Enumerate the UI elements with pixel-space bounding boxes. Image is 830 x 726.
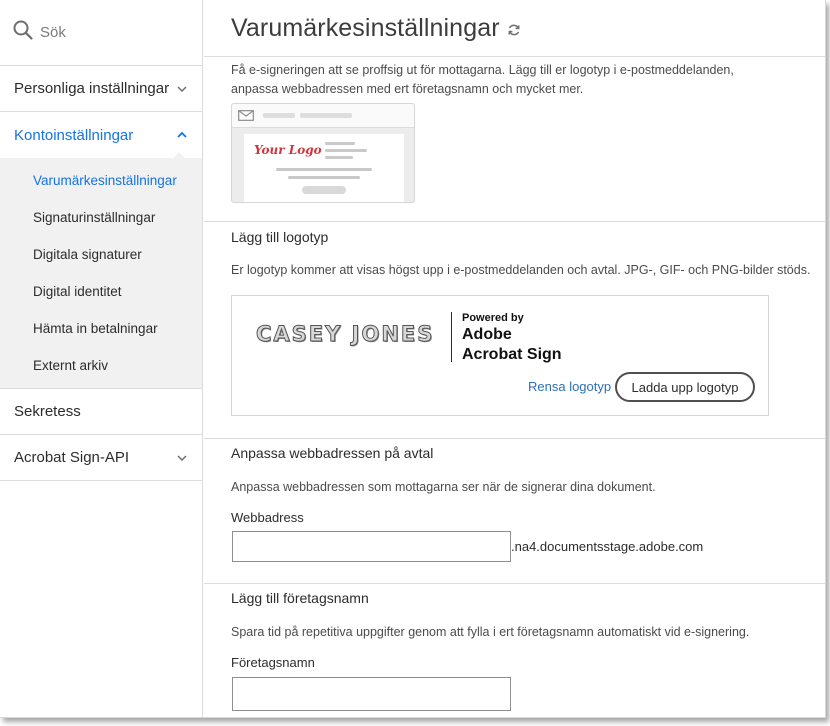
logo-divider	[451, 312, 452, 362]
account-settings-submenu	[0, 158, 202, 389]
sidebar-subitem-digital-signatures[interactable]: Digitala signaturer	[33, 247, 142, 262]
email-preview-image	[231, 103, 415, 203]
sidebar-item-label: Acrobat Sign-API	[14, 449, 130, 466]
sidebar-item-label: Personliga inställningar	[14, 80, 170, 97]
preview-line	[325, 142, 355, 145]
sidebar-item-personal-settings[interactable]	[0, 66, 202, 112]
search-input[interactable]	[40, 24, 190, 41]
logo-preview-box	[231, 295, 769, 416]
page-header	[204, 0, 826, 57]
sidebar-subitem-digital-identity[interactable]: Digital identitet	[33, 284, 122, 299]
mail-icon	[238, 110, 254, 121]
section-heading: Lägg till logotyp	[231, 229, 329, 245]
section-description: Anpassa webbadressen som mottagarna ser när de signerar dina dokument.	[231, 480, 656, 494]
powered-by-label: Powered by	[462, 312, 524, 324]
preview-line	[325, 149, 367, 152]
page-title: Varumärkesinställningar	[231, 13, 500, 42]
field-label: Webbadress	[231, 510, 304, 525]
sidebar-subitem-payments[interactable]: Hämta in betalningar	[33, 321, 158, 336]
section-description: Spara tid på repetitiva uppgifter genom att fylla i ert företagsnamn automatiskt vid e-signering.	[231, 625, 750, 639]
preview-line	[276, 168, 372, 171]
intro-line: Få e-signeringen att se proffsig ut för mottagarna. Lägg till er logotyp i e-postmeddelanden,	[231, 63, 734, 77]
field-label: Företagsnamn	[231, 655, 315, 670]
main-content	[204, 0, 826, 718]
preview-bar	[300, 113, 352, 118]
sidebar-item-account-settings[interactable]	[0, 112, 202, 158]
preview-body	[244, 134, 404, 203]
company-name-input[interactable]	[232, 677, 511, 711]
chevron-down-icon	[176, 83, 188, 95]
search-icon[interactable]	[12, 19, 34, 46]
preview-bar	[263, 113, 295, 118]
logo-section	[204, 221, 826, 438]
sidebar-subitem-branding[interactable]: Varumärkesinställningar	[33, 173, 177, 188]
upload-logo-button[interactable]: Ladda upp logotyp	[615, 372, 755, 402]
preview-line	[325, 156, 353, 159]
preview-logo-text: Your Logo	[254, 143, 322, 157]
intro-text	[204, 57, 826, 99]
sidebar-item-acrobat-sign-api[interactable]	[0, 435, 202, 481]
brand-line: Acrobat Sign	[462, 346, 562, 363]
active-notch	[172, 152, 186, 159]
clear-logo-link[interactable]: Rensa logotyp	[528, 379, 612, 394]
company-section	[204, 583, 826, 718]
preview-button	[302, 186, 346, 194]
chevron-down-icon	[176, 452, 188, 464]
chevron-up-icon	[176, 129, 188, 141]
section-heading: Lägg till företagsnamn	[231, 590, 369, 606]
intro-line: anpassa webbadressen med ert företagsnamn och mycket mer.	[231, 82, 584, 96]
sidebar-item-privacy[interactable]	[0, 389, 202, 435]
sidebar-subitem-signature-settings[interactable]: Signaturinställningar	[33, 210, 156, 225]
sidebar-subitem-external-archive[interactable]: Externt arkiv	[33, 358, 109, 373]
section-heading: Anpassa webbadressen på avtal	[231, 445, 434, 461]
sidebar	[0, 0, 203, 718]
brand-line: Adobe	[462, 326, 512, 343]
search-bar	[0, 0, 202, 66]
url-section	[204, 438, 826, 583]
sidebar-item-label: Sekretess	[14, 403, 81, 420]
domain-suffix: .na4.documentsstage.adobe.com	[511, 539, 704, 554]
preview-header	[232, 104, 414, 128]
current-logo: CASEY JONES	[256, 322, 435, 346]
sidebar-item-label: Kontoinställningar	[14, 126, 134, 144]
section-description: Er logotyp kommer att visas högst upp i e-postmeddelanden och avtal. JPG-, GIF- och PNG-bilder stöds.	[231, 263, 811, 277]
preview-line	[288, 176, 360, 179]
web-address-input[interactable]	[232, 531, 511, 562]
refresh-icon[interactable]	[507, 23, 521, 37]
powered-by-adobe	[462, 312, 562, 364]
